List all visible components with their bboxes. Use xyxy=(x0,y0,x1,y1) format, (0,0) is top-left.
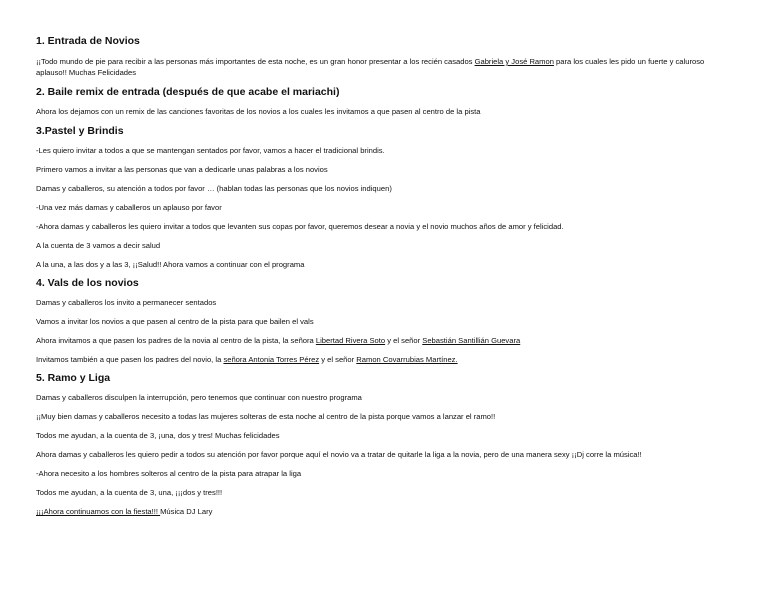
couple-names: Gabriela y José Ramon xyxy=(474,57,554,66)
section-title-pastel: 3.Pastel y Brindis xyxy=(36,125,124,137)
paragraph xyxy=(36,354,732,365)
closing-line: ¡¡¡Ahora continuamos con la fiesta!!! xyxy=(36,507,161,516)
bride-father-name: Sebastián Santillián Guevara xyxy=(422,336,521,345)
bride-mother-name: Libertad Rivera Soto xyxy=(315,336,386,345)
text-run: para los cuales les pido un fuerte y caluroso aplauso!! Muchas Felicidades xyxy=(36,57,705,77)
paragraph: A la una, a las dos y a las 3, ¡¡Salud!! Ahora vamos a continuar con el programa xyxy=(36,260,305,269)
text-run: Invitamos también a que pasen los padres del novio, la xyxy=(36,355,224,364)
paragraph: Todos me ayudan, a la cuenta de 3, una, ¡¡¡dos y tres!!! xyxy=(36,488,223,497)
paragraph: -Ahora damas y caballeros les quiero invitar a todos que levanten sus copas por favor, queremos desear a novia y el novio muchos años de amor y felicidad. xyxy=(36,222,564,231)
section-title-vals: 4. Vals de los novios xyxy=(36,277,139,289)
paragraph: Damas y caballeros, su atención a todos por favor … (hablan todas las personas que los novios indiquen) xyxy=(36,184,392,193)
paragraph: A la cuenta de 3 vamos a decir salud xyxy=(36,241,161,250)
paragraph: -Ahora necesito a los hombres solteros al centro de la pista para atrapar la liga xyxy=(36,469,302,478)
paragraph: Primero vamos a invitar a las personas que van a dedicarle unas palabras a los novios xyxy=(36,165,328,174)
paragraph: Ahora los dejamos con un remix de las canciones favoritas de los novios a los cuales les invitamos a que pasen al centro de la pista xyxy=(36,107,481,116)
groom-mother-name: señora Antonia Torres Pérez xyxy=(223,355,320,364)
paragraph: -Una vez más damas y caballeros un aplauso por favor xyxy=(36,203,222,212)
paragraph: Damas y caballeros los invito a permanecer sentados xyxy=(36,298,217,307)
paragraph xyxy=(36,506,732,517)
text-run: ¡¡Todo mundo de pie para recibir a las personas más importantes de esta noche, es un gran honor presentar a los recién casados xyxy=(36,57,475,66)
section-title-baile: 2. Baile remix de entrada (después de que acabe el mariachi) xyxy=(36,86,340,98)
section-title-ramo: 5. Ramo y Liga xyxy=(36,372,111,384)
paragraph: Ahora damas y caballeros les quiero pedir a todos su atención por favor porque aquí el novio va a tratar de quitarle la liga a la novia, pero de una manera sexy ¡¡Dj corre la música!! xyxy=(36,450,642,459)
paragraph xyxy=(36,56,732,78)
text-run: Ahora invitamos a que pasen los padres de la novia al centro de la pista, la señora xyxy=(36,336,316,345)
paragraph: Vamos a invitar los novios a que pasen al centro de la pista para que bailen el vals xyxy=(36,317,314,326)
text-run: y el señor xyxy=(385,336,423,345)
dj-credit: Música DJ Lary xyxy=(160,507,213,516)
paragraph: -Les quiero invitar a todos a que se mantengan sentados por favor, vamos a hacer el tradicional brindis. xyxy=(36,146,385,155)
paragraph: Todos me ayudan, a la cuenta de 3, ¡una, dos y tres! Muchas felicidades xyxy=(36,431,280,440)
paragraph xyxy=(36,335,732,346)
paragraph: ¡¡Muy bien damas y caballeros necesito a todas las mujeres solteras de esta noche al centro de la pista porque vamos a lanzar el ramo!! xyxy=(36,412,496,421)
groom-father-name: Ramon Covarrubias Martínez. xyxy=(356,355,458,364)
section-title-entrada: 1. Entrada de Novios xyxy=(36,35,140,47)
paragraph: Damas y caballeros disculpen la interrupción, pero tenemos que continuar con nuestro programa xyxy=(36,393,362,402)
text-run: y el señor xyxy=(319,355,357,364)
